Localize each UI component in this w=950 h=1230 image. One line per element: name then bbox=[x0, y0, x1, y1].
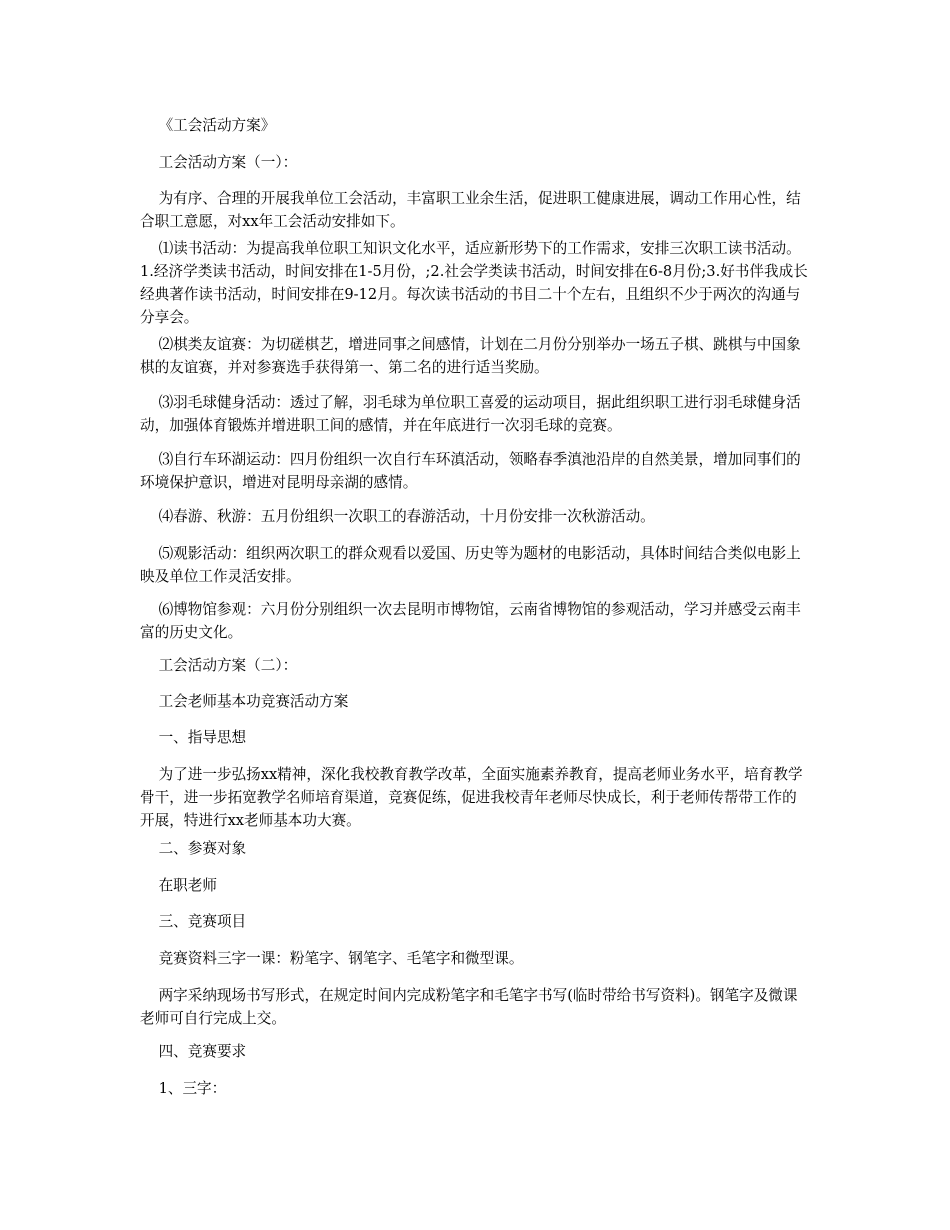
paragraph-participants: 在职老师 bbox=[140, 877, 217, 894]
paragraph-chess-match: ⑵棋类友谊赛：为切磋棋艺，增进同事之间感情，计划在二月份分别举办一场五子棋、跳棋与中国象棋的友谊赛，并对参赛选手获得第一、第二名的进行适当奖励。 bbox=[140, 336, 801, 376]
document-title: 《工会活动方案》 bbox=[140, 117, 276, 134]
paragraph-competition-title: 工会老师基本功竞赛活动方案 bbox=[140, 693, 349, 710]
heading-guiding-idea: 一、指导思想 bbox=[140, 729, 247, 746]
section-heading-plan-one: 工会活动方案（一）： bbox=[140, 154, 298, 171]
heading-participants: 二、参赛对象 bbox=[140, 840, 247, 857]
heading-competition-items: 三、竞赛项目 bbox=[140, 913, 247, 930]
paragraph-three-characters: 1、三字： bbox=[140, 1080, 227, 1097]
section-heading-plan-two: 工会活动方案（二）： bbox=[140, 657, 298, 674]
paragraph-cycling: ⑶自行车环湖运动：四月份组织一次自行车环滇活动，领略春季滇池沿岸的自然美景，增加同事们的环境保护意识，增进对昆明母亲湖的感情。 bbox=[140, 451, 801, 491]
paragraph-writing-format: 两字采纳现场书写形式，在规定时间内完成粉笔字和毛笔字书写(临时带给书写资料)。钢笔字及微课老师可自行完成上交。 bbox=[140, 987, 798, 1027]
paragraph-spring-autumn-outing: ⑷春游、秋游：五月份组织一次职工的春游活动，十月份安排一次秋游活动。 bbox=[140, 508, 655, 525]
paragraph-guiding-idea: 为了进一步弘扬xx精神，深化我校教育教学改革，全面实施素养教育，提高老师业务水平，培育教学骨干，进一步拓宽教学名师培育渠道，竞赛促练，促进我校青年老师尽快成长，利于老师传帮带工作的开展，特进行xx老师基本功大赛。 bbox=[140, 766, 803, 829]
paragraph-movie-viewing: ⑸观影活动：组织两次职工的群众观看以爱国、历史等为题材的电影活动，具体时间结合类似电影上映及单位工作灵活安排。 bbox=[140, 545, 801, 585]
paragraph-museum-visit: ⑹博物馆参观：六月份分别组织一次去昆明市博物馆，云南省博物馆的参观活动，学习并感受云南丰富的历史文化。 bbox=[140, 601, 801, 641]
paragraph-badminton: ⑶羽毛球健身活动：透过了解，羽毛球为单位职工喜爱的运动项目，据此组织职工进行羽毛球健身活动，加强体育锻炼并增进职工间的感情，并在年底进行一次羽毛球的竞赛。 bbox=[140, 394, 801, 434]
paragraph-reading-activity: ⑴读书活动：为提高我单位职工知识文化水平，适应新形势下的工作需求，安排三次职工读书活动。1.经济学类读书活动，时间安排在1-5月份，;2.社会学类读书活动，时间安排在6-8月份;3.好书伴我成长经典著作读书活动，时间安排在9-12月。每次读书活动的书目二十个左右，且组织不少于两次的沟通与分享会。 bbox=[140, 240, 808, 326]
heading-requirements: 四、竞赛要求 bbox=[140, 1043, 247, 1060]
paragraph-intro: 为有序、合理的开展我单位工会活动，丰富职工业余生活，促进职工健康进展，调动工作用心性，结合职工意愿，对xx年工会活动安排如下。 bbox=[140, 190, 801, 230]
paragraph-competition-items: 竞赛资料三字一课：粉笔字、钢笔字、毛笔字和微型课。 bbox=[140, 950, 524, 967]
